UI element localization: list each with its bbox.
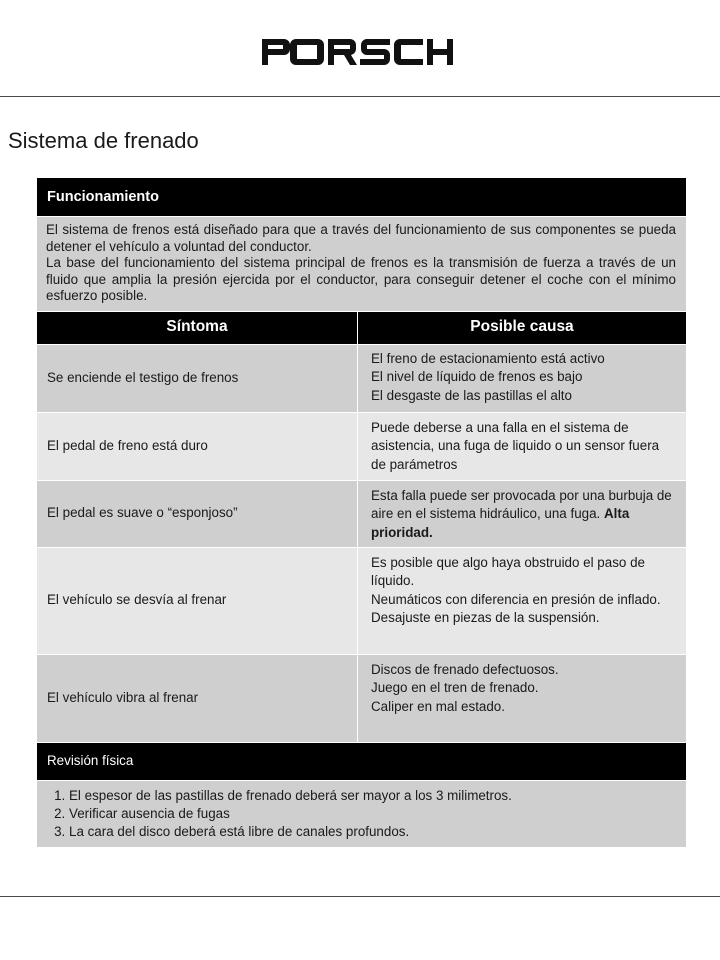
symptom-cell: El vehículo se desvía al frenar bbox=[37, 548, 357, 654]
symptom-cell: Se enciende el testigo de frenos bbox=[37, 345, 357, 412]
cause-line: El freno de estacionamiento está activo bbox=[371, 350, 605, 366]
table-row bbox=[37, 480, 686, 547]
bottom-divider bbox=[0, 896, 720, 897]
table-row bbox=[37, 344, 686, 412]
column-header-cause: Posible causa bbox=[357, 312, 686, 344]
cause-line: El desgaste de las pastillas el alto bbox=[371, 387, 572, 403]
table-row bbox=[37, 412, 686, 480]
revision-header: Revisión física bbox=[37, 742, 686, 780]
table-row bbox=[37, 654, 686, 742]
table-row bbox=[37, 547, 686, 654]
symptom-cell: El pedal es suave o “esponjoso” bbox=[37, 481, 357, 547]
revision-item: 2. Verificar ausencia de fugas bbox=[69, 805, 676, 823]
symptom-cell: El vehículo vibra al frenar bbox=[37, 655, 357, 742]
page-title: Sistema de frenado bbox=[8, 128, 199, 153]
cause-cell bbox=[357, 413, 686, 480]
cause-line: Esta falla puede ser provocada por una burbuja de aire en el sistema hidráulico, una fuga. bbox=[371, 487, 672, 522]
cause-line: Desajuste en piezas de la suspensión. bbox=[371, 610, 600, 626]
funcionamiento-description bbox=[37, 216, 686, 311]
cause-cell bbox=[357, 481, 686, 547]
cause-cell bbox=[357, 548, 686, 654]
cause-line: Neumáticos con diferencia en presión de inflado. bbox=[371, 591, 661, 607]
description-paragraph: El sistema de frenos está diseñado para que a través del funcionamiento de sus componentes se pueda detener el vehículo a voluntad del conductor. bbox=[46, 222, 676, 254]
top-divider bbox=[0, 96, 720, 97]
cause-line: Puede deberse a una falla en el sistema de asistencia, una fuga de liquido o un sensor fuera de parámetros bbox=[371, 419, 660, 472]
brake-system-sheet bbox=[37, 178, 686, 847]
cause-line: Caliper en mal estado. bbox=[371, 698, 505, 714]
priority-label: Alta prioridad. bbox=[371, 506, 630, 540]
funcionamiento-header: Funcionamiento bbox=[37, 178, 686, 216]
cause-line: Juego en el tren de frenado. bbox=[371, 680, 539, 696]
revision-item: 1. El espesor de las pastillas de frenado deberá ser mayor a los 3 milimetros. bbox=[69, 787, 676, 805]
cause-line: Es posible que algo haya obstruido el paso de líquido. bbox=[371, 554, 645, 589]
table-header bbox=[37, 311, 686, 344]
cause-line: El nivel de líquido de frenos es bajo bbox=[371, 369, 583, 385]
revision-item: 3. La cara del disco deberá está libre de canales profundos. bbox=[69, 823, 676, 841]
cause-cell bbox=[357, 345, 686, 412]
revision-list-box bbox=[37, 780, 686, 847]
cause-line: Discos de frenado defectuosos. bbox=[371, 661, 559, 677]
description-paragraph: La base del funcionamiento del sistema principal de frenos es la transmisión de fuerza a través de un fluido que amplia la presión ejercida por el conductor, para conseguir detener el coche con el mínimo esfuerzo posible. bbox=[46, 255, 676, 303]
porsche-wordmark bbox=[260, 37, 460, 67]
cause-cell bbox=[357, 655, 686, 742]
revision-list bbox=[47, 787, 676, 841]
column-header-symptom: Síntoma bbox=[166, 318, 228, 336]
symptom-cell: El pedal de freno está duro bbox=[37, 413, 357, 480]
porsche-logo bbox=[0, 28, 720, 76]
